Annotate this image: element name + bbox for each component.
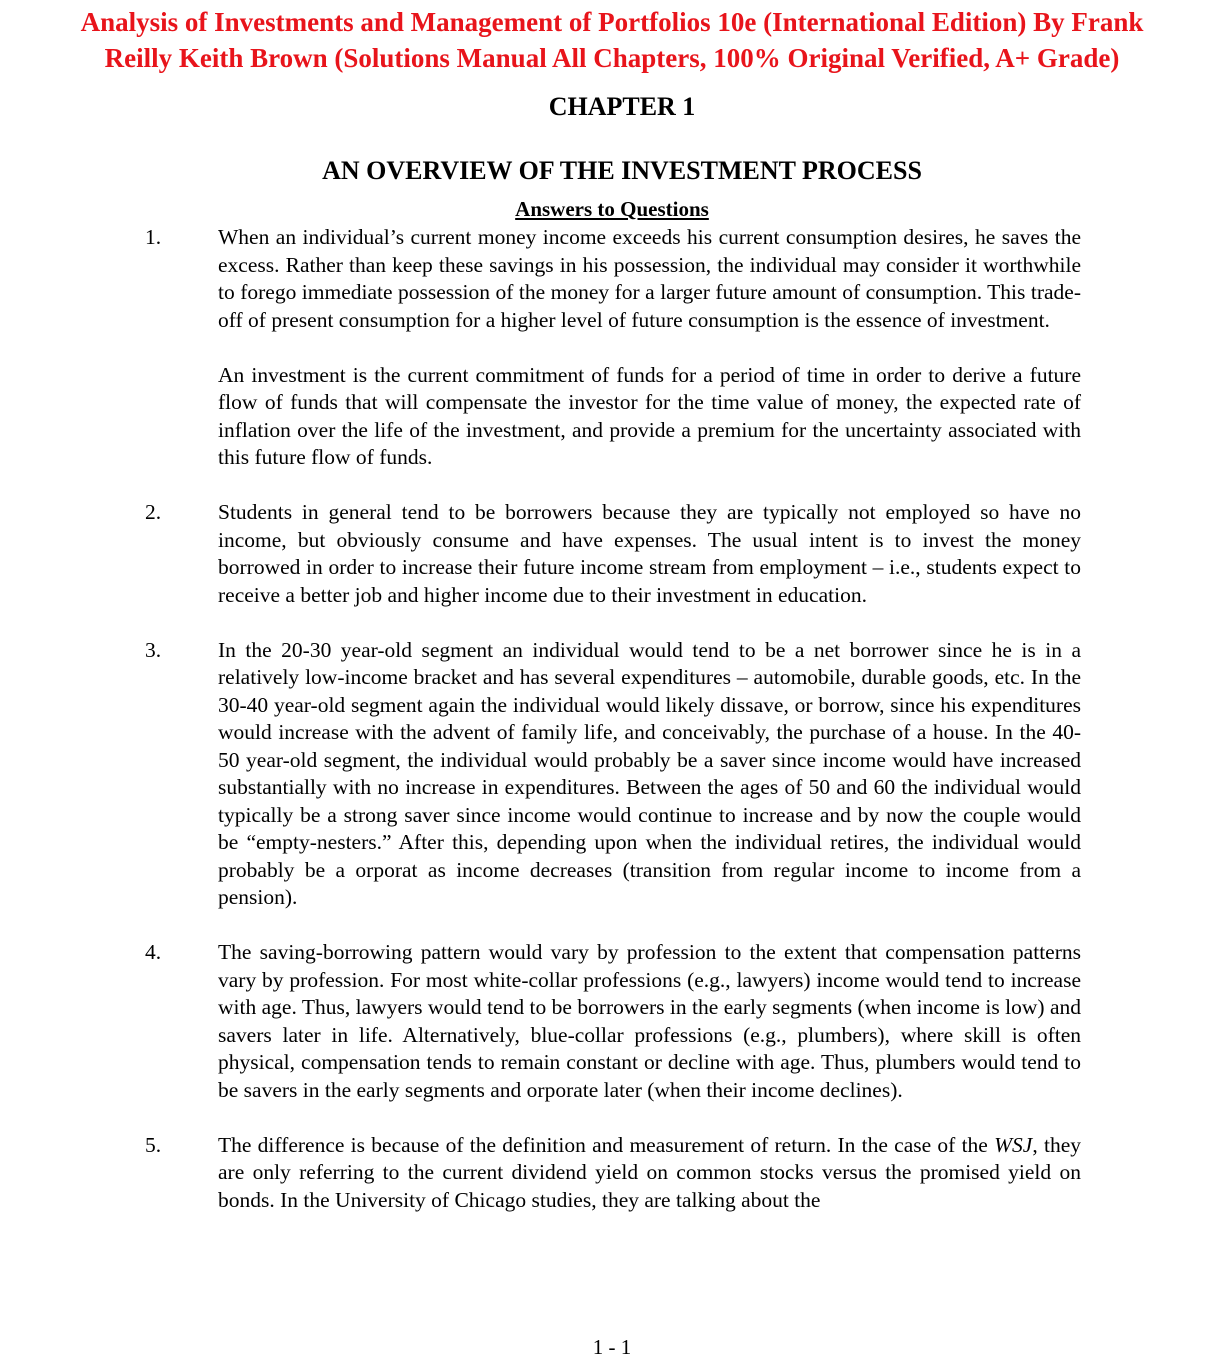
page-number: 1 - 1 xyxy=(592,1335,632,1359)
answers-list xyxy=(0,224,1224,1242)
answer-paragraph: An investment is the current commitment of funds for a period of time in order to derive a future flow of funds that will compensate the investor for the time value of money, the expected rate of inflation over the life of the investment, and provide a premium for the uncertainty associated with this future flow of funds. xyxy=(218,362,1081,469)
answer-paragraph: Students in general tend to be borrowers because they are typically not employed so have no income, but obviously consume and have expenses. The usual intent is to invest the money borrowed in order to increase their future income stream from employment – i.e., students expect to receive a better job and higher income due to their investment in education. xyxy=(218,500,1081,607)
answer-4 xyxy=(0,939,1224,1104)
answer-text-lead: The difference is because of the definition and measurement of return. In the case of the xyxy=(218,1132,995,1157)
banner-line-1: Analysis of Investments and Management of Portfolios 10e (International Edition) By Frank xyxy=(80,7,1144,37)
answer-3 xyxy=(0,637,1224,912)
answer-number: 3. xyxy=(145,637,162,662)
chapter-title: AN OVERVIEW OF THE INVESTMENT PROCESS xyxy=(322,156,922,185)
answer-number: 4. xyxy=(145,940,162,964)
banner-line-2: Reilly Keith Brown (Solutions Manual All Chapters, 100% Original Verified, A+ Grade) xyxy=(104,43,1120,73)
answer-number: 2. xyxy=(145,500,162,524)
answer-1 xyxy=(0,224,1224,472)
answer-paragraph: In the 20-30 year-old segment an individual would tend to be a net borrower since he is in a relatively low-income bracket and has several expenditures – automobile, durable goods, etc. In the 30-40 year-old segment again the individual would likely dissave, or borrow, since his expenditures would increase with the advent of family life, and conceivably, the purchase of a house. In the 40-50 year-old segment, the individual would probably be a saver since income would have increased substantially with no increase in expenditures. Between the ages of 50 and 60 the individual would typically be a strong saver since income would continue to increase and by now the couple would be “empty-nesters.” After this, depending upon when the individual retires, the individual would probably be a orporat as income decreases (transition from regular income to income from a pension). xyxy=(218,637,1081,909)
chapter-heading: CHAPTER 1 xyxy=(548,92,696,121)
publication-name: WSJ xyxy=(994,1132,1033,1157)
answer-paragraph: When an individual’s current money income exceeds his current consumption desires, he saves the excess. Rather than keep these savings in his possession, the individual may consider it worthwhile to forego immediate possession of the money for a larger future amount of consumption. This trade-off of present consumption for a higher level of future consumption is the essence of investment. xyxy=(218,225,1081,332)
answer-paragraph: The saving-borrowing pattern would vary by profession to the extent that compensation patterns vary by profession. For most white-collar professions (e.g., lawyers) income would tend to increase with age. Thus, lawyers would tend to be borrowers in the early segments (when income is low) and savers later in life. Alternatively, blue-collar professions (e.g., plumbers), where skill is often physical, compensation tends to remain constant or decline with age. Thus, plumbers would tend to be savers in the early segments and orporate later (when their income declines). xyxy=(218,940,1081,1102)
answer-number: 5. xyxy=(145,1132,162,1157)
answer-number: 1. xyxy=(145,225,162,249)
document-banner xyxy=(0,4,1224,76)
answer-text-rest: , they are only referring to the current dividend yield on common stocks versus the promised yield on bonds. In the University of Chicago studies, they are talking about the xyxy=(218,1132,1081,1212)
answer-paragraph xyxy=(218,1132,1081,1215)
section-heading: Answers to Questions xyxy=(515,197,709,221)
answer-2 xyxy=(0,499,1224,609)
answer-5 xyxy=(0,1132,1224,1215)
